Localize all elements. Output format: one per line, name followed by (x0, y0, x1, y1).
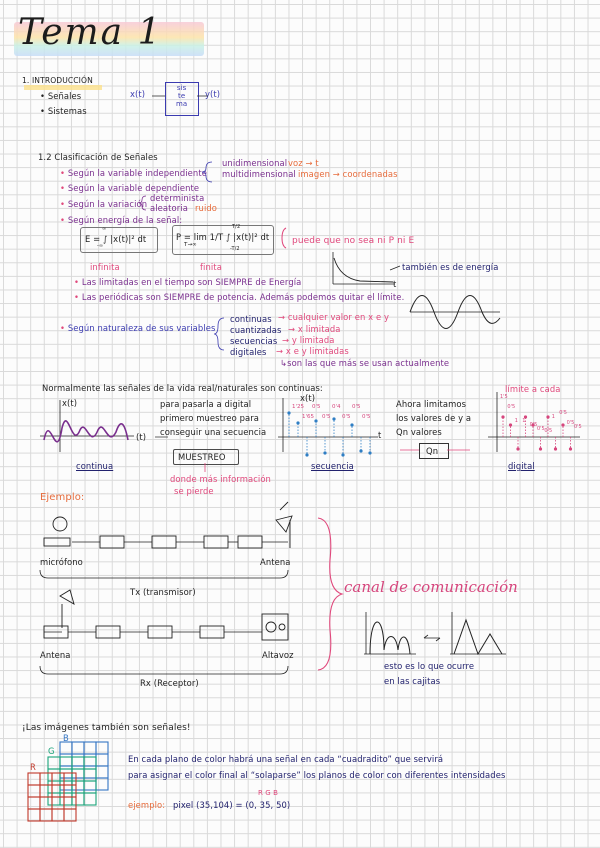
page-title: Tema 1 (18, 12, 163, 53)
sequence-sample (296, 421, 299, 424)
pixel-cell (72, 754, 84, 766)
tx-box (100, 536, 124, 548)
digital-value: 0'5 (544, 428, 553, 434)
power-lower: -T/2 (230, 246, 240, 252)
pixel-cell (28, 809, 40, 821)
digital-value: 1'5 (500, 394, 508, 400)
sampling-desc-2: primero muestreo para (160, 413, 260, 423)
quantize-1: Ahora limitamos (396, 399, 467, 409)
continuous-desc: → cualquier valor en x e y (278, 312, 390, 322)
energy-upper-limit: ∞ (102, 226, 107, 232)
pixel-cell (60, 793, 72, 805)
decay-pointer (390, 266, 400, 270)
digital-label: digital (508, 461, 535, 471)
speaker-cone-1 (266, 622, 276, 632)
sequence-sample (359, 449, 362, 452)
digital-value: 0'5 (566, 420, 575, 426)
digital: digitales (230, 347, 267, 357)
rx-boxes (44, 626, 262, 638)
sequence-value: 1'25 (292, 404, 305, 410)
pixel-cell (40, 773, 52, 785)
multidimensional: multidimensional (222, 169, 296, 179)
digital-value: 1 (514, 418, 518, 424)
quantize-3: Qn valores (396, 427, 442, 437)
digital-sample (561, 423, 564, 426)
energy-criterion: • Según energía de la señal: (60, 215, 183, 225)
nature-criterion: • Según naturaleza de sus variables (60, 323, 216, 333)
continuous-t-label: (t) (136, 432, 147, 442)
pixel-cell (48, 769, 60, 781)
tx-box (152, 536, 176, 548)
sequence-value: 0'5 (342, 414, 351, 420)
digital-sample (501, 415, 504, 418)
pixel-cell (96, 754, 108, 766)
brace-indep (202, 162, 212, 182)
channel-heading: canal de comunicación (344, 578, 518, 596)
sequence-value: 0'5 (322, 414, 331, 420)
digital-stems (500, 394, 582, 451)
tx-antenna-label: Antena (260, 557, 291, 567)
pixel-cell (96, 766, 108, 778)
energy-formula: E = ∫ |x(t)|² dt (85, 234, 147, 244)
info-loss-2: se pierde (174, 486, 214, 496)
dep-variable: • Según la variable dependiente (60, 183, 200, 193)
images-heading: ¡Las imágenes también son señales! (22, 723, 191, 733)
neither-note: puede que no sea ni P ni E (292, 236, 415, 246)
pixel-cell (84, 766, 96, 778)
tx-boxes (72, 536, 288, 548)
indep-variable: • Según la variable independiente (60, 168, 207, 178)
quantized: cuantizadas (230, 325, 282, 335)
digital-sample (569, 447, 572, 450)
unidimensional: unidimensional (222, 158, 288, 168)
channel-equiv-arrow (424, 635, 440, 641)
pixel-cell (60, 781, 72, 793)
pixel-cell (40, 785, 52, 797)
system-input-label: x(t) (130, 89, 146, 99)
intro-heading: 1. INTRODUCCIÓN (22, 76, 93, 85)
sequence-label: secuencia (311, 461, 354, 471)
ruido: ruido (195, 203, 218, 213)
images-line-1: En cada plano de color habrá una señal en cada “cuadradito” que servirá (128, 754, 444, 764)
pixel-cell (60, 757, 72, 769)
sequence-sample (314, 419, 317, 422)
pixel-cell (28, 773, 40, 785)
sequences: secuencias (230, 336, 278, 346)
energy-lower-limit: -∞ (97, 243, 104, 249)
digital-value: 0'5 (537, 426, 545, 432)
most-used-note: ↳son las que más se usan actualmente (280, 358, 450, 368)
rgb-markers: R G B (258, 789, 279, 797)
pixel-cell (72, 742, 84, 754)
tx-brace (40, 570, 288, 578)
rx-box (96, 626, 120, 638)
energy-decay-label: también es de energía (402, 262, 499, 272)
continuous-label: continua (76, 461, 114, 471)
digital-sample (509, 423, 512, 426)
images-line-2: para asignar el color final al “solaparse” los planos de color con diferentes intensidades (128, 770, 506, 780)
digital-value: 1 (522, 418, 526, 424)
pixel-cell (72, 769, 84, 781)
sampling-label: MUESTREO (178, 452, 226, 462)
speaker-label: Altavoz (262, 650, 294, 660)
sampling-desc-1: para pasarla a digital (160, 399, 252, 409)
quantized-desc: → x limitada (288, 324, 341, 334)
pixel-cell (48, 781, 60, 793)
pixel-cell (52, 785, 64, 797)
sequences-desc: → y limitada (282, 335, 335, 345)
channel-note-1: esto es lo que ocurre (384, 661, 475, 671)
rx-brace (40, 666, 288, 674)
power-finite: finita (200, 262, 222, 272)
pixel-cell (64, 785, 76, 797)
digital-sample (554, 447, 557, 450)
pixel-cell (84, 757, 96, 769)
pixel-cell (72, 793, 84, 805)
power-formula: P = lim 1/T ∫ |x(t)|² dt (176, 232, 270, 242)
pixel-cell (60, 742, 72, 754)
continuous: continuas (230, 314, 272, 324)
microphone-head (53, 517, 67, 531)
pixel-cell (52, 773, 64, 785)
channel-note-2: en las cajitas (384, 676, 441, 686)
sampling-desc-3: conseguir una secuencia (160, 427, 267, 437)
power-upper: T/2 (232, 224, 241, 230)
sequence-sample (332, 417, 335, 420)
sequence-y-label: x(t) (300, 393, 316, 403)
example-heading: Ejemplo: (40, 492, 85, 503)
sequence-value: 0'4 (332, 404, 341, 410)
decay-t-axis: t (393, 279, 397, 289)
unidimensional-example: voz → t (288, 158, 319, 168)
pixel-cell (48, 757, 60, 769)
brace-nature (214, 318, 224, 350)
limit-label: límite a cada (505, 384, 561, 394)
pixel-cell (52, 809, 64, 821)
power-limit: T→∞ (184, 242, 197, 248)
sequence-sample (287, 411, 290, 414)
continuous-wave (44, 421, 128, 442)
pixel-cell (28, 797, 40, 809)
pixel-example: pixel (35,104) = (0, 35, 50) (173, 800, 291, 810)
variation: • Según la variación (60, 199, 148, 209)
pixel-cell (84, 781, 96, 793)
sequence-value: 0'5 (312, 404, 321, 410)
digital-sample (539, 447, 542, 450)
system-block-label: sis te ma (176, 84, 188, 108)
rx-antenna-icon (60, 590, 74, 604)
sequence-value: 1'65 (302, 414, 315, 420)
pixel-cell (52, 797, 64, 809)
sequence-value: 0'5 (352, 404, 361, 410)
pixel-cell (60, 778, 72, 790)
quantize-2: los valores de y a (396, 413, 472, 423)
pixel-cell (28, 785, 40, 797)
channel-brace (318, 518, 342, 670)
tx-label: Tx (transmisor) (130, 587, 196, 597)
info-loss-1: donde más información (170, 474, 271, 484)
energy-infinite: infinita (90, 262, 120, 272)
digital-value: 0'5 (507, 404, 516, 410)
classification-heading: 1.2 Clasificación de Señales (38, 152, 158, 162)
speaker-cone-2 (279, 624, 285, 630)
microphone-label: micrófono (40, 557, 83, 567)
rx-box (148, 626, 172, 638)
r-plane-label: R (30, 762, 36, 772)
b-plane-label: B (63, 733, 69, 743)
example-label: ejemplo: (128, 800, 166, 810)
pixel-cell (84, 793, 96, 805)
microphone-base (44, 538, 70, 546)
sequence-value: 0'5 (362, 414, 371, 420)
rgb-planes (28, 742, 108, 821)
digital-sample (516, 447, 519, 450)
sequence-sample (341, 453, 344, 456)
rx-label: Rx (Receptor) (140, 678, 199, 688)
digital-desc: → x e y limitadas (276, 346, 349, 356)
pixel-cell (40, 809, 52, 821)
periodic-note: • Las periódicas son SIEMPRE de potencia. Además podemos quitar el límite. (74, 292, 405, 302)
digital-value: 0'5 (559, 410, 567, 416)
determinista: determinista (150, 193, 205, 203)
quantizer-label: Qn (426, 446, 439, 456)
pixel-cell (72, 757, 84, 769)
tx-box (238, 536, 262, 548)
g-plane-label: G (48, 746, 55, 756)
digital-value: 0'5 (574, 424, 582, 430)
natural-sentence: Normalmente las señales de la vida real/naturales son continuas: (42, 383, 323, 393)
pixel-cell (60, 769, 72, 781)
pixel-cell (72, 766, 84, 778)
intro-item-systems: • Sistemas (40, 106, 87, 116)
pixel-cell (84, 769, 96, 781)
pixel-cell (96, 778, 108, 790)
digital-value: 0'5 (529, 422, 538, 428)
sequence-sample (305, 453, 308, 456)
pixel-cell (64, 809, 76, 821)
system-output-label: y(t) (205, 89, 221, 99)
pixel-cell (60, 766, 72, 778)
intro-item-signals: • Señales (40, 91, 82, 101)
pixel-cell (40, 797, 52, 809)
pixel-cell (48, 793, 60, 805)
channel-bumps (370, 622, 410, 654)
pixel-cell (72, 778, 84, 790)
aleatoria: aleatoria (150, 203, 188, 213)
sequence-sample (368, 451, 371, 454)
tx-box (204, 536, 228, 548)
channel-triangles (454, 620, 502, 654)
brace-neither (282, 228, 286, 248)
sequence-t-label: t (378, 430, 382, 440)
pixel-cell (60, 754, 72, 766)
continuous-y-label: x(t) (62, 398, 78, 408)
pixel-cell (84, 754, 96, 766)
sequence-stems (287, 404, 371, 457)
decay-curve (334, 258, 393, 282)
limited-note: • Las limitadas en el tiempo son SIEMPRE de Energía (74, 277, 302, 287)
pixel-cell (64, 797, 76, 809)
multidimensional-example: imagen → coordenadas (298, 169, 398, 179)
rx-antenna-label: Antena (40, 650, 71, 660)
rx-box (200, 626, 224, 638)
pixel-cell (72, 781, 84, 793)
digital-sample (546, 415, 549, 418)
pixel-cell (96, 742, 108, 754)
pixel-cell (84, 778, 96, 790)
pixel-cell (64, 773, 76, 785)
digital-value: 1 (551, 414, 555, 420)
brace-variation (139, 196, 146, 210)
sequence-sample (350, 423, 353, 426)
pixel-cell (84, 742, 96, 754)
sequence-sample (323, 451, 326, 454)
